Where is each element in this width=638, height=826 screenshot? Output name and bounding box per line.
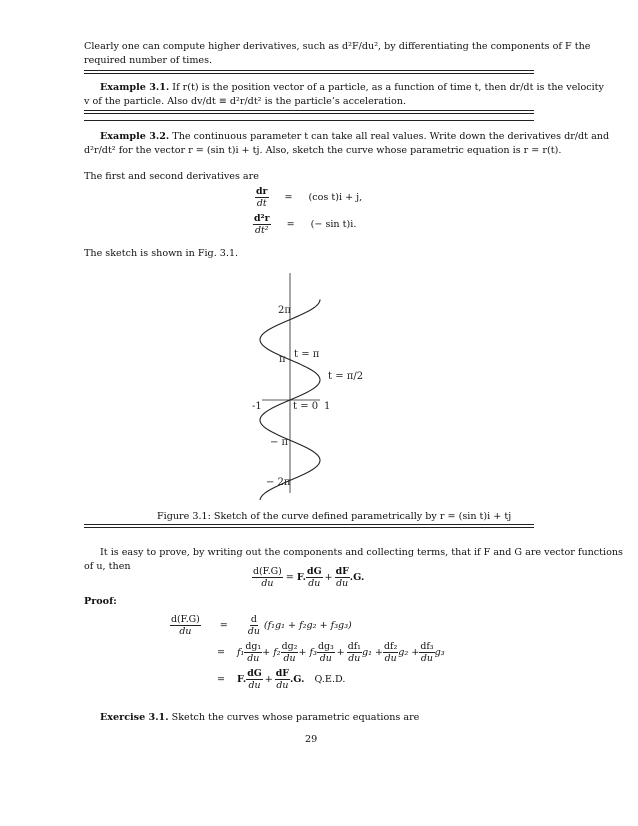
frac-num: dF <box>335 566 349 577</box>
frac-d-fg-du <box>170 614 201 637</box>
example-3-2-text-1: The continuous parameter t can take all real values. Write down the derivatives dr/dt and <box>172 131 610 142</box>
frac-den: du <box>283 653 296 664</box>
label-t-eq-pi-2: t = π/2 <box>328 371 364 382</box>
exercise-text: Sketch the curves whose parametric equations are <box>171 712 420 723</box>
term-f2: + f₂ <box>262 647 281 658</box>
term-g1: g₁ + <box>361 647 384 658</box>
rule-top-2 <box>84 73 534 74</box>
frac-num: dG <box>247 668 262 679</box>
frac-den: dt² <box>255 225 269 236</box>
proof-line-2 <box>213 641 445 664</box>
eq-relation: = <box>216 674 226 685</box>
frac-den: du <box>261 578 274 589</box>
example-3-2-line-2: d²r/dt² for the vector r = (sin t)i + tj. Also, sketch the curve whose parametric equation is r = r(t). <box>84 145 562 156</box>
equation-first-derivative <box>255 186 362 209</box>
frac-num: d²r <box>254 213 270 224</box>
label-t-eq-0: t = 0 <box>293 401 319 412</box>
term-f: F. <box>237 674 247 685</box>
intro-line-1: Clearly one can compute higher derivatives, such as d²F/du², by differentiating the components of F the <box>84 41 591 52</box>
frac-den: du <box>276 680 289 691</box>
proof-label: Proof: <box>84 596 117 607</box>
example-3-1-text-1: If r(t) is the position vector of a particle, as a function of time t, then dr/dt is the velocity <box>172 82 604 93</box>
frac-den: du <box>247 653 260 664</box>
label-minus-pi: − π <box>270 437 289 448</box>
frac-den: du <box>308 578 321 589</box>
term-f1: f₁ <box>237 647 245 658</box>
eq-relation: = <box>285 572 294 583</box>
frac-num: d(F.G) <box>253 566 282 577</box>
example-3-1-line-1 <box>100 81 604 94</box>
frac-dg2-du <box>281 641 299 664</box>
frac-den: du <box>247 626 260 637</box>
page-number: 29 <box>305 734 318 745</box>
term-g2: g₂ + <box>398 647 420 658</box>
frac-den: du <box>420 653 433 664</box>
frac-num: dG <box>307 566 322 577</box>
frac-num: dr <box>256 186 268 197</box>
example-3-2-line-1 <box>100 130 609 143</box>
eq-relation: = <box>219 620 228 631</box>
frac-dg-du <box>306 566 323 589</box>
term-f3: + f₃ <box>298 647 317 658</box>
exercise-3-1 <box>100 711 419 724</box>
label-t-eq-pi: t = π <box>294 349 320 360</box>
frac-df-du <box>275 668 290 691</box>
frac-df1-du <box>347 641 362 664</box>
eq-rhs: (cos t)i + j, <box>308 192 363 203</box>
qed-mark: Q.E.D. <box>314 674 346 685</box>
intro-line-2: required number of times. <box>84 55 213 66</box>
derivatives-intro: The first and second derivatives are <box>84 171 259 182</box>
example-3-2-label: Example 3.2. <box>100 131 170 142</box>
plus-sign: + <box>264 674 273 685</box>
frac-den: du <box>336 578 349 589</box>
vector-rule-line-1: It is easy to prove, by writing out the components and collecting terms, that if F and G are vector functions <box>100 547 623 558</box>
rule-mid-1 <box>84 110 534 111</box>
term-g: .G. <box>349 572 365 583</box>
frac-num: dg₂ <box>281 641 298 652</box>
term-g3: g₃ <box>434 647 445 658</box>
rule-bottom-2 <box>84 527 534 528</box>
frac-num: d <box>250 614 257 625</box>
frac-den: du <box>179 626 192 637</box>
frac-dg1-du <box>244 641 262 664</box>
proof-line-3 <box>213 668 345 691</box>
proof-line-1 <box>170 614 352 637</box>
frac-den: du <box>348 653 361 664</box>
label-two-pi: 2π <box>278 305 291 316</box>
eq-rhs: (− sin t)i. <box>310 219 357 230</box>
label-minus-two-pi: − 2π <box>266 477 291 488</box>
frac-num: dF <box>275 668 289 679</box>
eq-relation: = <box>216 647 226 658</box>
frac-d-fg-du <box>252 566 283 589</box>
figure-3-1 <box>240 265 380 500</box>
term-g: .G. <box>289 674 305 685</box>
frac-den: du <box>319 653 332 664</box>
frac-den: dt <box>256 198 267 209</box>
example-3-1-line-2: v of the particle. Also dv/dt ≡ d²r/dt² is the particle’s acceleration. <box>84 96 407 107</box>
figure-caption: Figure 3.1: Sketch of the curve defined parametrically by r = (sin t)i + tj <box>157 511 512 522</box>
sketch-reference: The sketch is shown in Fig. 3.1. <box>84 248 239 259</box>
frac-den: du <box>384 653 397 664</box>
eq-relation: = <box>284 192 293 203</box>
equation-product-rule <box>252 566 364 589</box>
frac-num: df₃ <box>420 641 434 652</box>
frac-num: dg₁ <box>245 641 262 652</box>
frac-df2-du <box>383 641 398 664</box>
label-one: 1 <box>324 401 331 412</box>
frac-den: du <box>248 680 261 691</box>
label-pi: π <box>279 354 286 365</box>
plus-sign: + <box>324 572 333 583</box>
rule-top-1 <box>84 70 534 71</box>
frac-d2r-dt2 <box>253 213 271 236</box>
term-f: F. <box>296 572 307 583</box>
frac-d-du <box>247 614 261 637</box>
vector-rule-line-2: of u, then <box>84 561 131 572</box>
frac-num: df₂ <box>384 641 398 652</box>
frac-dg-du <box>246 668 263 691</box>
eq-relation: = <box>286 219 295 230</box>
rule-mid-2 <box>84 113 534 114</box>
frac-df-du <box>335 566 350 589</box>
rule-bottom-1 <box>84 524 534 525</box>
frac-num: df₁ <box>347 641 361 652</box>
frac-dg3-du <box>317 641 335 664</box>
equation-second-derivative <box>253 213 356 236</box>
rule-mid-3 <box>84 120 534 121</box>
frac-num: dg₃ <box>317 641 334 652</box>
frac-df3-du <box>419 641 434 664</box>
sum-components: (f₁g₁ + f₂g₂ + f₃g₃) <box>263 620 352 631</box>
label-minus-one: -1 <box>252 401 262 412</box>
exercise-label: Exercise 3.1. <box>100 712 169 723</box>
frac-num: d(F.G) <box>171 614 200 625</box>
frac-dr-dt <box>255 186 269 209</box>
plus-sign: + <box>336 647 345 658</box>
example-3-1-label: Example 3.1. <box>100 82 170 93</box>
